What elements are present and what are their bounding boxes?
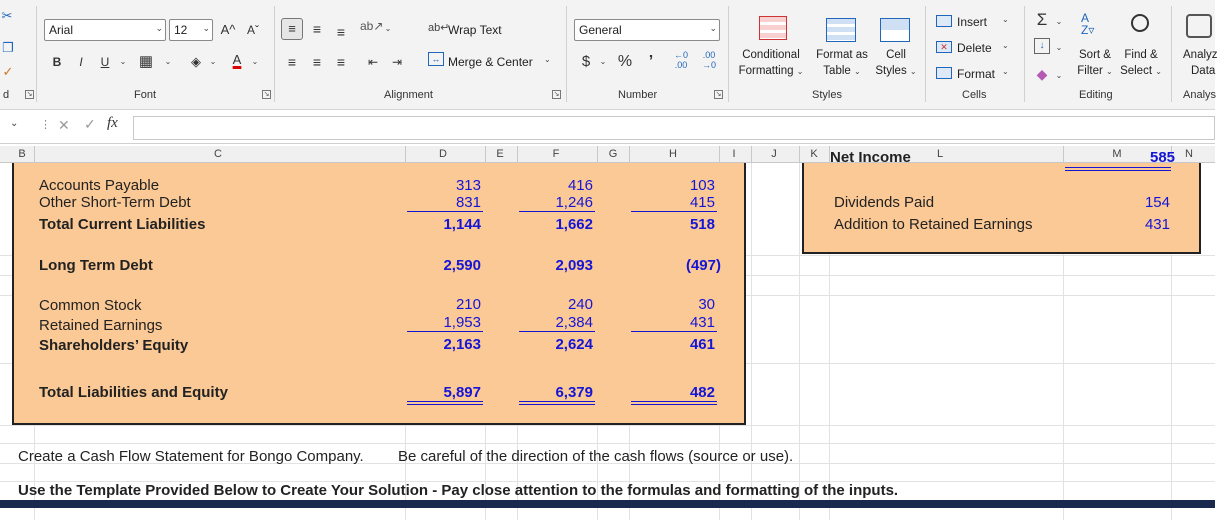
column-divider	[517, 146, 518, 163]
underline-h-1	[631, 211, 717, 212]
cell-d-total-liabilities-equity[interactable]: 5,897	[443, 384, 481, 401]
delete-icon: ✕	[936, 41, 952, 53]
font-color-button[interactable]	[228, 50, 246, 70]
sort-filter-icon: A Z▿	[1081, 11, 1095, 37]
comma-button[interactable]: ’	[648, 53, 654, 70]
row-label-shareholders-equity[interactable]: Shareholders’ Equity	[39, 337, 189, 354]
row-label-long-term-debt[interactable]: Long Term Debt	[39, 257, 153, 274]
cell-styles-button[interactable]	[872, 14, 920, 82]
separator	[925, 6, 926, 102]
column-divider	[719, 146, 720, 163]
column-header-j[interactable]: J	[771, 148, 777, 160]
font-group-label: Font	[134, 89, 157, 101]
column-header-f[interactable]: F	[552, 148, 560, 160]
cells-group-label: Cells	[962, 89, 987, 101]
chevron-down-icon: ⌄	[1002, 41, 1009, 50]
cell-h-long-term-debt[interactable]: (497)	[685, 257, 721, 274]
alignment-group-label: Alignment	[384, 89, 433, 101]
font-color-glyph: A	[232, 52, 242, 67]
clipboard-launcher-icon[interactable]: ↘	[26, 91, 33, 98]
insert-function-button[interactable]: fx	[107, 115, 118, 131]
column-divider	[751, 146, 752, 163]
column-header-e[interactable]: E	[496, 148, 504, 160]
number-format-combo[interactable]	[574, 19, 720, 41]
format-label: Format	[957, 67, 996, 81]
ribbon	[0, 0, 1218, 110]
cell-d-retained-earnings[interactable]: 1,953	[443, 314, 481, 331]
column-divider	[34, 146, 35, 163]
row-label-total-current-liabilities[interactable]: Total Current Liabilities	[39, 216, 206, 233]
clear-dropdown-icon[interactable]: ⌄	[1055, 71, 1063, 80]
alignment-launcher-icon[interactable]: ↘	[553, 91, 560, 98]
font-name-value: Arial	[49, 23, 74, 37]
instruction-line-2[interactable]: Use the Template Provided Below to Create Your Solution - Pay close attention to the formulas and formatting of the inputs.	[18, 482, 899, 499]
styles-group-label: Styles	[812, 89, 842, 101]
delete-button[interactable]	[936, 39, 1016, 59]
chevron-down-icon: ⌄	[1002, 15, 1009, 24]
conditional-formatting-label-2: Formatting ⌄	[738, 65, 804, 77]
separator	[566, 6, 567, 102]
number-format-value: General	[579, 23, 622, 37]
analyze-data-label-2: Data	[1191, 65, 1216, 77]
cell-h-total-current-liabilities[interactable]: 518	[689, 216, 715, 233]
font-launcher-icon[interactable]: ↘	[263, 91, 270, 98]
formula-bar-grip[interactable]: ⋮	[40, 119, 51, 131]
chevron-down-icon: ⌄	[155, 23, 163, 33]
percent-button[interactable]: %	[617, 53, 633, 70]
underline-h-2	[631, 331, 717, 332]
column-header-i[interactable]: I	[732, 148, 736, 160]
addition-retained-earnings-value[interactable]: 431	[1144, 216, 1170, 233]
align-bottom-icon[interactable]: ≡	[336, 24, 346, 40]
underline-d-2	[407, 331, 483, 332]
decrease-indent-icon[interactable]: ⇤	[367, 55, 379, 69]
double-underline-h	[631, 401, 717, 405]
cell-d-shareholders-equity[interactable]: 2,163	[443, 336, 481, 353]
align-top-icon[interactable]: ≡	[281, 18, 303, 40]
cell-d-accounts-payable[interactable]: 313	[455, 177, 481, 194]
number-group-label: Number	[618, 89, 658, 101]
align-left-icon[interactable]: ≡	[287, 54, 297, 70]
clear-icon[interactable]: ◆	[1036, 66, 1048, 82]
align-center-icon[interactable]: ≡	[312, 54, 322, 70]
instruction-line-1a[interactable]: Create a Cash Flow Statement for Bongo Company.	[18, 448, 364, 465]
chevron-down-icon: ⌄	[709, 23, 717, 33]
fill-icon[interactable]: ↓	[1034, 38, 1050, 54]
cell-f-total-current-liabilities[interactable]: 1,662	[555, 216, 593, 233]
cut-icon[interactable]: ✂	[1, 8, 13, 23]
cell-f-retained-earnings[interactable]: 2,384	[555, 314, 593, 331]
decrease-decimal-label: .00	[702, 50, 716, 60]
align-middle-icon[interactable]: ≡	[312, 21, 322, 37]
format-as-table-button[interactable]	[812, 14, 872, 82]
enter-icon[interactable]: ✓	[84, 116, 96, 132]
search-icon	[1131, 14, 1149, 32]
font-name-combo[interactable]	[44, 19, 166, 41]
cell-d-other-short-term-debt[interactable]: 831	[455, 194, 481, 211]
cell-styles-label-1: Cell	[886, 49, 906, 61]
conditional-formatting-label-1: Conditional	[742, 49, 800, 61]
merge-center-icon: ↔	[428, 52, 444, 66]
column-header-b[interactable]: B	[18, 148, 26, 160]
analysis-group-label: Analys	[1183, 89, 1217, 101]
grid-line	[0, 443, 1215, 444]
dividends-paid-value[interactable]: 154	[1144, 194, 1170, 211]
font-size-value: 12	[174, 23, 188, 37]
find-select-label-2: Select ⌄	[1120, 65, 1162, 77]
cell-h-retained-earnings[interactable]: 431	[689, 314, 715, 331]
cell-f-long-term-debt[interactable]: 2,093	[555, 257, 593, 274]
chevron-down-icon: ⌄	[544, 55, 551, 64]
increase-indent-icon[interactable]: ⇥	[391, 55, 403, 69]
bold-button[interactable]: B	[52, 55, 62, 69]
underline-f-1	[519, 211, 595, 212]
separator	[274, 6, 275, 102]
copy-icon[interactable]: ❐	[2, 40, 14, 55]
analyze-data-button[interactable]	[1178, 12, 1218, 82]
addition-retained-earnings-label[interactable]: Addition to Retained Earnings	[834, 216, 1033, 233]
cell-styles-label-2: Styles ⌄	[875, 65, 917, 77]
format-as-table-icon	[826, 18, 856, 42]
increase-decimal-label: .00	[674, 60, 688, 70]
column-header-l[interactable]: L	[936, 148, 944, 160]
column-header-m[interactable]: M	[1112, 148, 1122, 160]
cell-h-shareholders-equity[interactable]: 461	[689, 336, 715, 353]
net-income-value: 585	[1150, 149, 1176, 166]
insert-label: Insert	[957, 15, 988, 29]
column-divider	[597, 146, 598, 163]
instruction-line-1b[interactable]: Be careful of the direction of the cash flows (source or use).	[398, 448, 794, 465]
column-header-row	[0, 146, 1215, 163]
format-button[interactable]	[936, 65, 1016, 85]
clipboard-group-label: d	[3, 89, 10, 101]
column-header-c[interactable]: C	[214, 148, 222, 160]
fill-color-dropdown-icon[interactable]: ⌄	[209, 57, 217, 66]
insert-icon	[936, 15, 952, 27]
net-income-label: Net Income	[830, 149, 911, 166]
column-header-g[interactable]: G	[608, 148, 618, 160]
cell-h-other-short-term-debt[interactable]: 415	[689, 194, 715, 211]
increase-decimal-button[interactable]: ←0 .00	[673, 50, 688, 70]
align-right-icon[interactable]: ≡	[336, 54, 346, 70]
row-label-other-short-term-debt[interactable]: Other Short-Term Debt	[39, 194, 191, 211]
cell-f-accounts-payable[interactable]: 416	[567, 177, 593, 194]
borders-icon[interactable]: ▦	[138, 53, 154, 70]
conditional-formatting-icon	[759, 16, 787, 40]
find-select-button[interactable]	[1118, 12, 1164, 82]
autosum-button[interactable]: Σ	[1036, 10, 1048, 29]
italic-button[interactable]: I	[79, 55, 83, 69]
formula-input[interactable]	[133, 116, 1215, 140]
cell-h-common-stock[interactable]: 30	[698, 296, 715, 313]
separator	[36, 6, 37, 102]
cell-d-long-term-debt[interactable]: 2,590	[443, 257, 481, 274]
underline-button[interactable]: U	[100, 55, 110, 69]
row-label-retained-earnings[interactable]: Retained Earnings	[39, 317, 163, 334]
decrease-decimal-button[interactable]: .00 →0	[701, 50, 716, 70]
analyze-data-label-1: Analyz	[1183, 49, 1218, 61]
column-header-n[interactable]: N	[1185, 148, 1193, 160]
editing-group-label: Editing	[1079, 89, 1113, 101]
template-header-bar	[0, 500, 1215, 508]
insert-button[interactable]	[936, 13, 1016, 33]
merge-center-button[interactable]	[428, 53, 558, 73]
merge-center-label: Merge & Center	[448, 55, 533, 69]
format-as-table-label-2: Table ⌄	[823, 65, 861, 77]
grid-line	[0, 425, 1215, 426]
format-as-table-label-1: Format as	[816, 49, 868, 61]
double-underline-d	[407, 401, 483, 405]
column-divider	[405, 146, 406, 163]
cell-f-shareholders-equity[interactable]: 2,624	[555, 336, 593, 353]
row-label-total-liabilities-equity[interactable]: Total Liabilities and Equity	[39, 384, 228, 401]
wrap-text-button[interactable]	[428, 21, 518, 41]
column-header-k[interactable]: K	[810, 148, 818, 160]
font-color-dropdown-icon[interactable]: ⌄	[251, 57, 259, 66]
format-icon	[936, 67, 952, 79]
cell-h-accounts-payable[interactable]: 103	[689, 177, 715, 194]
column-divider	[1063, 146, 1064, 163]
orientation-dropdown-icon[interactable]: ⌄	[384, 24, 392, 33]
separator	[1171, 6, 1172, 102]
sort-filter-label-1: Sort &	[1079, 49, 1111, 61]
cell-d-total-current-liabilities[interactable]: 1,144	[443, 216, 481, 233]
conditional-formatting-button[interactable]	[735, 14, 807, 82]
wrap-text-label: Wrap Text	[448, 23, 502, 37]
number-launcher-icon[interactable]: ↘	[715, 91, 722, 98]
chevron-down-icon: ⌄	[202, 23, 210, 33]
grid-line	[751, 163, 752, 520]
cell-f-common-stock[interactable]: 240	[567, 296, 593, 313]
fill-dropdown-icon[interactable]: ⌄	[1055, 43, 1063, 52]
column-divider	[485, 146, 486, 163]
fill-color-icon[interactable]: ◈	[191, 54, 201, 69]
separator	[1024, 6, 1025, 102]
font-size-combo[interactable]	[169, 19, 213, 41]
cell-f-other-short-term-debt[interactable]: 1,246	[555, 194, 593, 211]
currency-button[interactable]: $	[581, 53, 591, 70]
income-panel-clipped-header	[830, 149, 930, 166]
cancel-icon[interactable]: ✕	[58, 117, 70, 133]
cell-f-total-liabilities-equity[interactable]: 6,379	[555, 384, 593, 401]
cell-styles-icon	[880, 18, 910, 42]
borders-dropdown-icon[interactable]: ⌄	[164, 57, 172, 66]
row-label-common-stock[interactable]: Common Stock	[39, 297, 142, 314]
underline-f-2	[519, 331, 595, 332]
income-panel-clipped-value	[1150, 149, 1176, 166]
name-box-dropdown-icon[interactable]: ⌄	[10, 118, 19, 129]
wrap-text-icon: ab↵	[428, 22, 450, 34]
separator	[728, 6, 729, 102]
row-label-accounts-payable[interactable]: Accounts Payable	[39, 177, 160, 194]
sort-filter-button[interactable]	[1072, 12, 1118, 82]
column-divider	[629, 146, 630, 163]
grow-font-button[interactable]: A^	[220, 22, 236, 37]
currency-dropdown-icon[interactable]: ⌄	[599, 57, 607, 66]
dividends-paid-label[interactable]: Dividends Paid	[834, 194, 935, 211]
orientation-icon[interactable]: ab↗	[360, 19, 384, 33]
delete-label: Delete	[957, 41, 992, 55]
underline-d-1	[407, 211, 483, 212]
cell-h-total-liabilities-equity[interactable]: 482	[689, 384, 715, 401]
sort-filter-label-2: Filter ⌄	[1077, 65, 1113, 77]
column-divider	[799, 146, 800, 163]
autosum-dropdown-icon[interactable]: ⌄	[1055, 17, 1063, 26]
underline-dropdown-icon[interactable]: ⌄	[119, 57, 127, 66]
chevron-down-icon: ⌄	[1002, 67, 1009, 76]
shrink-font-button[interactable]: Aˇ	[247, 23, 259, 37]
cell-d-common-stock[interactable]: 210	[455, 296, 481, 313]
format-painter-icon[interactable]: ✓	[2, 64, 14, 79]
find-select-label-1: Find &	[1124, 49, 1158, 61]
grid-line	[799, 163, 800, 520]
analyze-data-icon	[1186, 14, 1212, 38]
column-header-h[interactable]: H	[669, 148, 677, 160]
column-header-d[interactable]: D	[439, 148, 447, 160]
double-underline-net-income	[1065, 167, 1171, 171]
double-underline-f	[519, 401, 595, 405]
